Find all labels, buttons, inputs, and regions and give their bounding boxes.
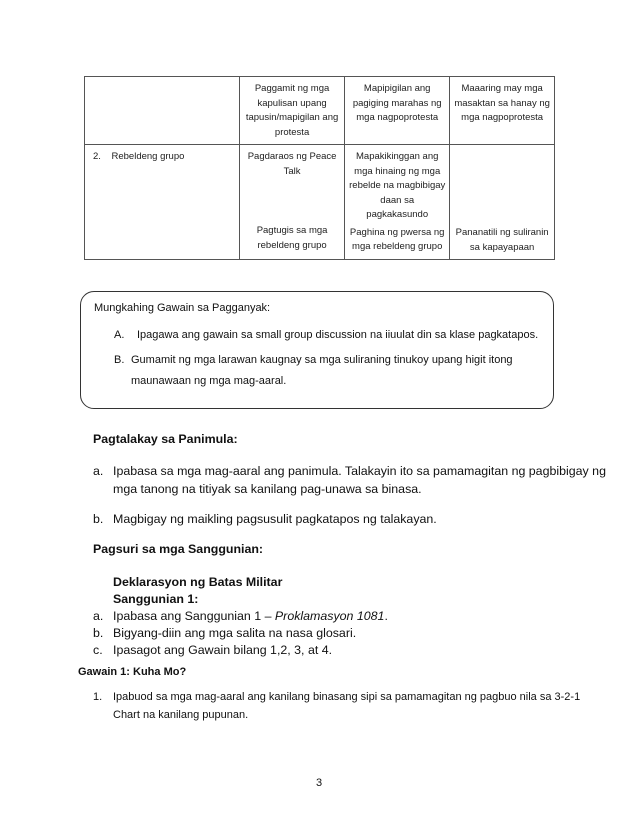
cell-text: Mapakikinggan ang mga hinaing ng mga rebelde na magbibigay daan sa pagkakasundo <box>349 151 446 220</box>
table-cell-row-label <box>85 145 240 260</box>
list-item: Chart na kanilang pupunan. <box>113 709 249 721</box>
table-cell <box>345 77 450 145</box>
list-item: Ipabuod sa mga mag-aaral ang kanilang binasang sipi sa pamamagitan ng pagbuo nila sa 3-2-1 <box>113 691 581 703</box>
subheading: Sanggunian 1: <box>113 592 199 606</box>
list-marker: a. <box>93 464 104 478</box>
table-row <box>85 145 555 260</box>
item-end: . <box>384 609 388 623</box>
list-item: Gumamit ng mga larawan kaugnay sa mga suliraning tinukoy upang higit itong <box>131 354 513 366</box>
list-item: Bigyang-diin ang mga salita na nasa glosari. <box>113 626 357 640</box>
list-marker: b. <box>93 512 104 526</box>
list-item: Magbigay ng maikling pagsusulit pagkatapos ng talakayan. <box>113 512 437 526</box>
item-italic: Proklamasyon 1081 <box>274 609 385 623</box>
suggestion-box <box>80 291 554 409</box>
list-marker: b. <box>93 626 104 640</box>
table-cell <box>450 145 555 260</box>
item-text: Ipabasa ang Sanggunian 1 – <box>113 609 275 623</box>
cell-text: Paghina ng pwersa ng mga rebeldeng grupo <box>349 226 445 252</box>
row-label: Rebeldeng grupo <box>111 151 185 162</box>
section-heading: Pagsuri sa mga Sanggunian: <box>93 542 264 556</box>
list-item: Ipasagot ang Gawain bilang 1,2, 3, at 4. <box>113 643 333 657</box>
cell-text: Mapipigilan ang pagiging marahas ng mga nagpoprotesta <box>352 83 442 123</box>
page-number: 3 <box>315 777 323 789</box>
table-cell <box>345 145 450 260</box>
table-cell-empty <box>85 77 240 145</box>
section-heading: Pagtalakay sa Panimula: <box>93 432 238 446</box>
list-item: maunawaan ng mga mag-aaral. <box>131 375 287 387</box>
table-cell <box>450 77 555 145</box>
subheading: Deklarasyon ng Batas Militar <box>113 575 283 589</box>
list-item <box>113 607 388 625</box>
section-heading: Gawain 1: Kuha Mo? <box>78 666 187 678</box>
list-item: mga tanong na titiyak sa kanilang pag-unawa sa binasa. <box>113 482 422 496</box>
list-marker: A. <box>114 329 125 341</box>
cell-text: Pagdaraos ng Peace Talk <box>247 151 337 177</box>
cell-text: Paggamit ng mga kapulisan upang tapusin/mapigilan ang protesta <box>245 83 339 138</box>
table-cell <box>239 77 344 145</box>
list-marker: B. <box>114 354 125 366</box>
table-cell <box>239 145 344 260</box>
list-item: Ipabasa sa mga mag-aaral ang panimula. Talakayin ito sa pamamagitan ng pagbibigay ng <box>113 464 606 478</box>
cell-text: Pagtugis sa mga rebeldeng grupo <box>256 225 328 251</box>
table-row <box>85 77 555 145</box>
list-marker: 1. <box>93 691 103 703</box>
cell-text: Pananatili ng suliranin sa kapayapaan <box>455 227 549 253</box>
list-item: Ipagawa ang gawain sa small group discussion na iiuulat din sa klase pagkatapos. <box>137 329 539 341</box>
box-title: Mungkahing Gawain sa Pagganyak: <box>94 302 271 314</box>
cell-text: Maaaring may mga masaktan sa hanay ng mga nagpoprotesta <box>454 83 550 123</box>
strategy-table <box>84 76 555 260</box>
list-marker: a. <box>93 609 104 623</box>
list-marker: c. <box>93 643 103 657</box>
row-number: 2. <box>93 151 101 162</box>
